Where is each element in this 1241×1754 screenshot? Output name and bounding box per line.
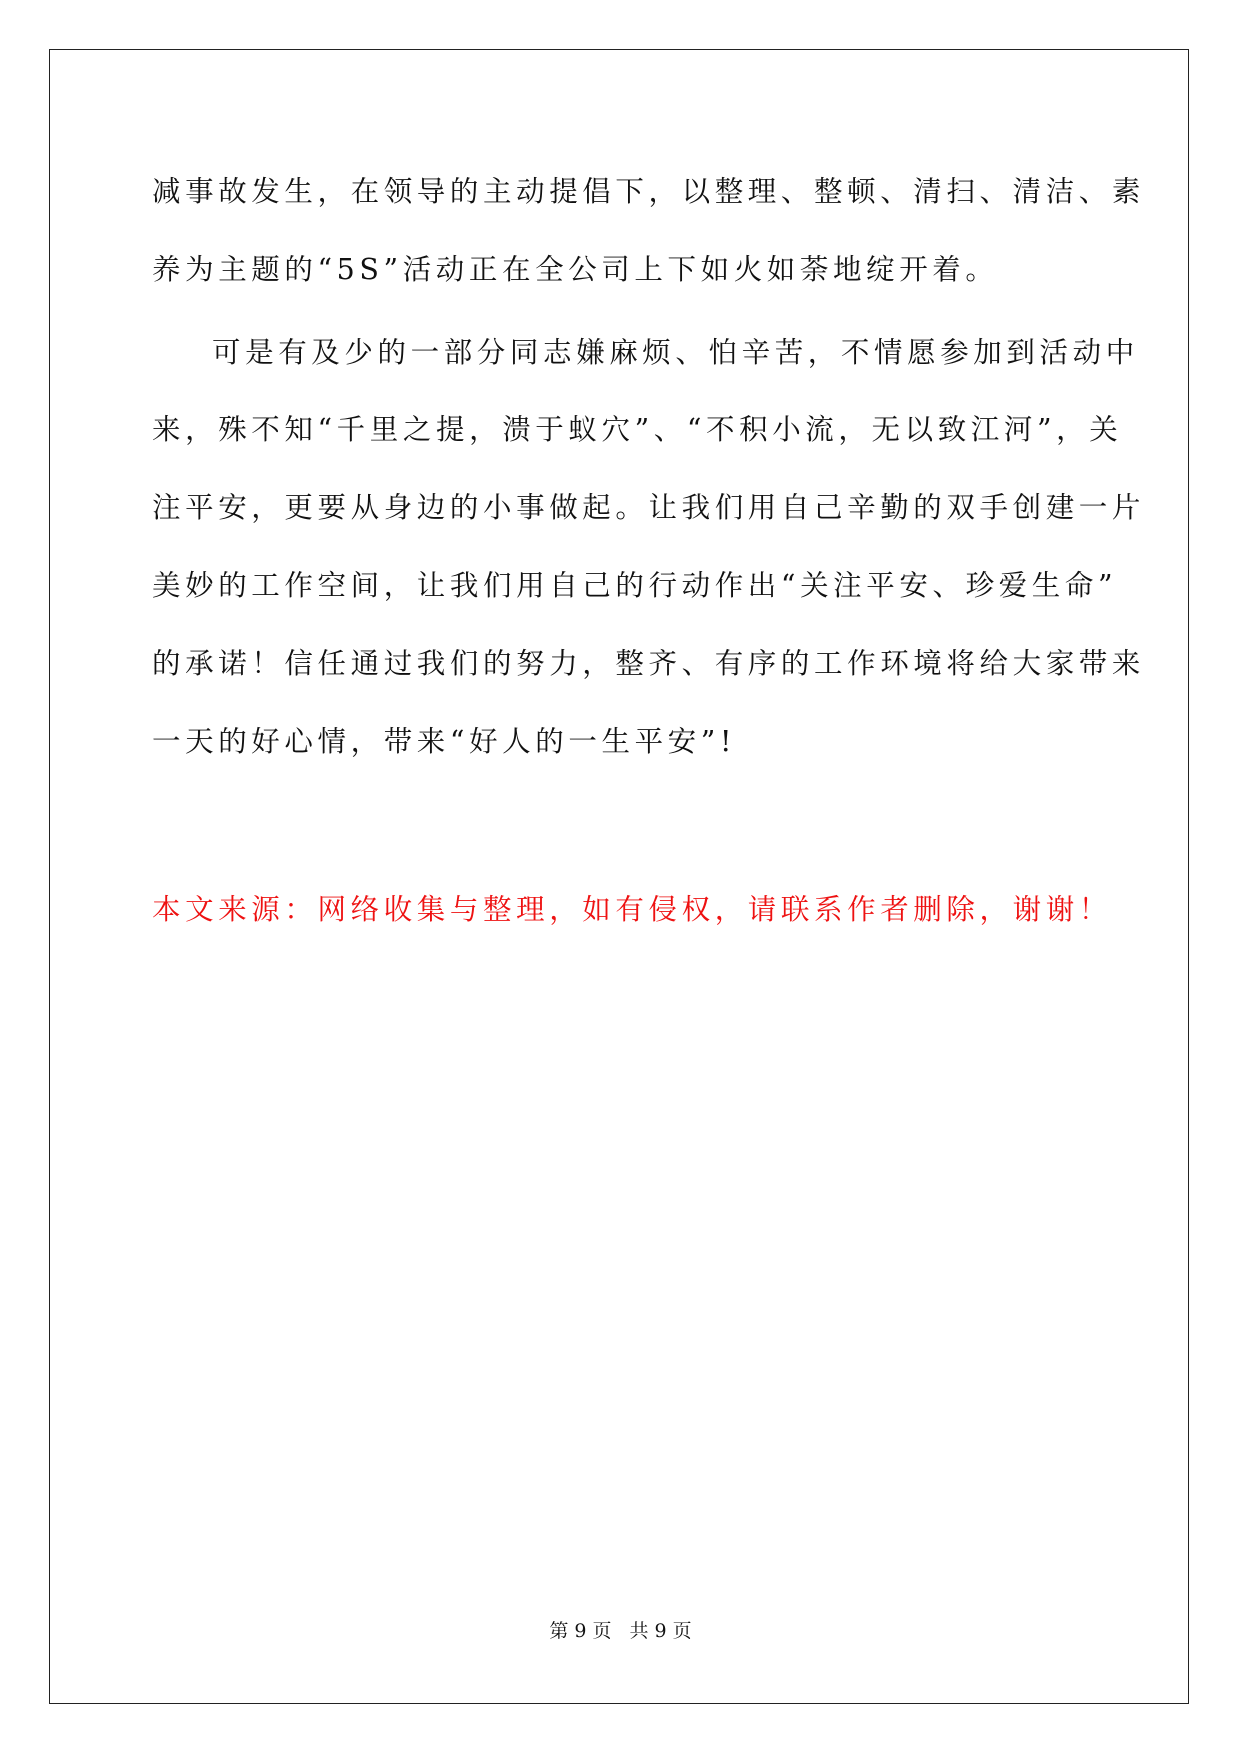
page-frame xyxy=(49,49,1189,1704)
paragraph-line: 美妙的工作空间，让我们用自己的行动作出“关注平安、珍爱生命” xyxy=(152,569,1118,602)
paragraph-line: 来，殊不知“千里之提，溃于蚁穴”、“不积小流，无以致江河”，关 xyxy=(152,413,1123,446)
paragraph-line: 可是有及少的一部分同志嫌麻烦、怕辛苦，不情愿参加到活动中 xyxy=(212,336,1139,369)
paragraph-line: 注平安，更要从身边的小事做起。让我们用自己辛勤的双手创建一片 xyxy=(152,491,1146,524)
paragraph-line: 一天的好心情，带来“好人的一生平安”! xyxy=(152,725,736,758)
paragraph-line: 养为主题的“5S”活动正在全公司上下如火如荼地绽开着。 xyxy=(152,253,999,286)
source-note: 本文来源：网络收集与整理，如有侵权，请联系作者删除，谢谢！ xyxy=(152,893,1112,926)
page-footer xyxy=(0,1618,1241,1644)
page-number-total: 共 9 页 xyxy=(629,1620,692,1642)
paragraph-line: 减事故发生，在领导的主动提倡下，以整理、整顿、清扫、清洁、素 xyxy=(152,175,1146,208)
paragraph-line: 的承诺！信任通过我们的努力，整齐、有序的工作环境将给大家带来 xyxy=(152,647,1146,680)
page-number-current: 第 9 页 xyxy=(549,1620,612,1642)
